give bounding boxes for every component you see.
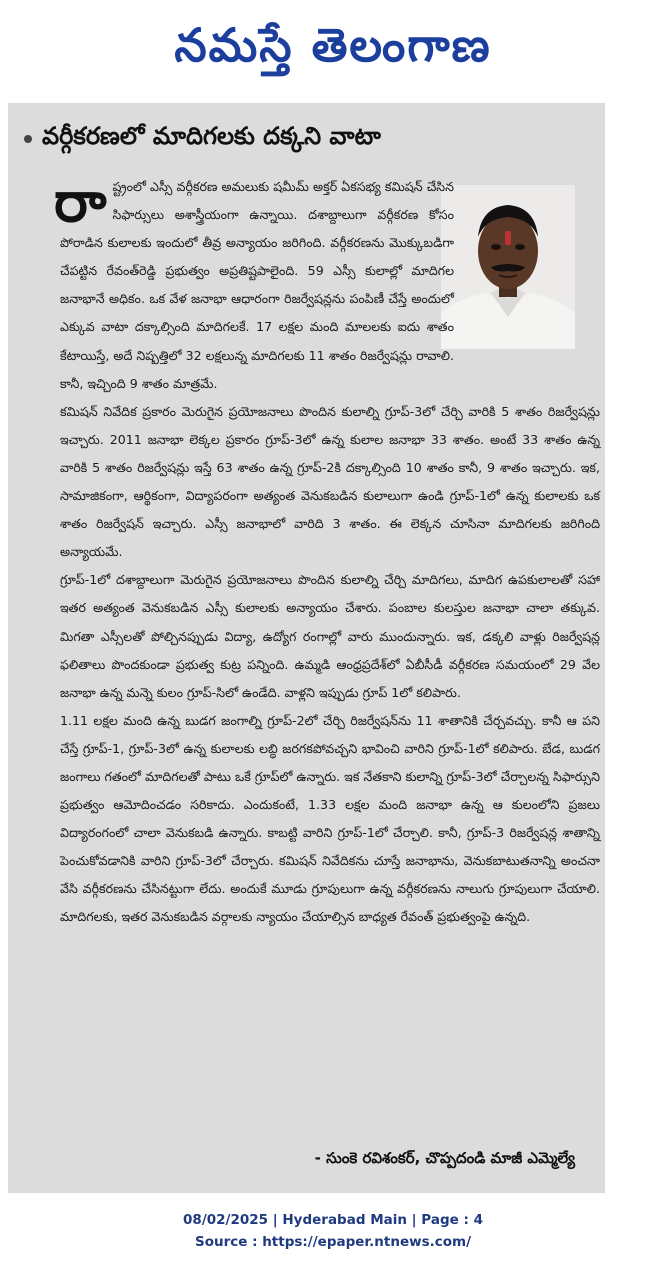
article-body	[54, 170, 600, 1173]
dropcap: రా	[54, 170, 107, 235]
paragraph-2: కమిషన్ నివేదిక ప్రకారం మెరుగైన ప్రయోజనాలు పొందిన కులాల్ని గ్రూప్-3లో చేర్చి వారికి 5 శాతం రిజర్వేషన్లు ఇచ్చారు. 2011 జనాభా లెక్కల ప్రకారం గ్రూప్-3లో ఉన్న కులాల జనాభా 33 శాతం. అంటే 33 శాతం ఉన్న వారికి 5 శాతం రిజర్వేషన్లు ఇస్తే 63 శాతం ఉన్న గ్రూప్-2కి దక్కాల్సింది 10 శాతం కానీ, 9 శాతం ఇచ్చారు. ఇక, సామాజికంగా, ఆర్థికంగా, విద్యాపరంగా అత్యంత వెనుకబడిన కులాలుగా ఉండి గ్రూప్-1లో ఉన్న కులాలకు ఒక శాతం రిజర్వేషన్ ఇచ్చారు. ఎస్సీ జనాభాలో వారిది 3 శాతం. ఈ లెక్కన చూసినా మాదిగలకు జరిగింది అన్యాయమే.	[60, 403, 600, 560]
paragraph-4: 1.11 లక్షల మంది ఉన్న బుడగ జంగాల్ని గ్రూప్-2లో చేర్చి రిజర్వేషన్‌ను 11 శాతానికి చేర్చవచ్చు. కానీ ఆ పని చేస్తే గ్రూప్-1, గ్రూప్-3లో ఉన్న కులాలకు లబ్ధి జరగకపోవచ్చని భావించి వారిని గ్రూప్-1లో కలిపారు. బేడ, బుడగ జంగాలు గతంలో మాదిగలతో పాటు ఒకే గ్రూప్‌లో ఉన్నారు. ఇక నేతకాని కులాన్ని గ్రూప్-3లో చేర్చాలన్న సిఫార్సుని ప్రభుత్వం ఆమోదించడం సరికాదు. ఎందుకంటే, 1.33 లక్షల మంది జనాభా ఉన్న ఆ కులంలోని ప్రజలు విద్యారంగంలో చాలా వెనుకబడి ఉన్నారు. కాబట్టి వారిని గ్రూప్-1లో చేర్చాలి. కానీ, గ్రూప్-3 రిజర్వేషన్ల శాతాన్ని పెంచుకోవడానికి వారిని గ్రూప్-3లో చేర్చారు. కమిషన్ నివేదికను చూస్తే జనాభాను, వెనుకబాటుతనాన్ని అంచనా వేసి వర్గీకరణను చేసినట్టుగా లేదు. అందుకే మూడు గ్రూపులుగా ఉన్న వర్గీకరణను నాలుగు గ్రూపులుగా చేయాలి. మాదిగలకు, ఇతర వెనుకబడిన వర్గాలకు న్యాయం చేయాల్సిన బాధ్యత రేవంత్ ప్రభుత్వంపై ఉన్నది.	[60, 712, 600, 925]
article-clipping	[8, 103, 605, 1193]
edition-info: 08/02/2025 | Hyderabad Main | Page : 4	[183, 1212, 483, 1228]
masthead	[0, 0, 666, 90]
headline	[24, 117, 594, 161]
paragraph-1-text: ష్ట్రంలో ఎస్సీ వర్గీకరణ అమలుకు షమీమ్ అక్తర్ ఏకసభ్య కమిషన్ చేసిన సిఫార్సులు అశాస్త్రీయంగా ఉన్నాయి. దశాబ్దాలుగా వర్గీకరణ కోసం పోరాడిన కులాలకు ఇందులో తీవ్ర అన్యాయం జరిగింది. వర్గీకరణను మొక్కుబడిగా చేపట్టిన రేవంత్‌రెడ్డి ప్రభుత్వం అప్రతిష్టపాలైంది. 59 ఎస్సీ కులాల్లో మాదిగల జనాభానే అధికం. ఒక వేళ జనాభా ఆధారంగా రిజర్వేషన్లను పంపిణీ చేస్తే అందులో ఎక్కువ వాటా దక్కాల్సింది మాదిగలకే. 17 లక్షల మంది మాలలకు ఐదు శాతం కేటాయిస్తే, అదే నిష్పత్తిలో 32 లక్షలున్న మాదిగలకు 11 శాతం రిజర్వేషన్లు రావాలి. కానీ, ఇచ్చింది 9 శాతం మాత్రమే.	[60, 179, 454, 391]
photo-spacer	[462, 173, 600, 343]
paragraph-1	[54, 170, 600, 398]
headline-text: వర్గీకరణలో మాదిగలకు దక్కని వాటా	[42, 122, 381, 150]
bullet-icon	[24, 135, 32, 143]
paragraph-3: గ్రూప్-1లో దశాబ్దాలుగా మెరుగైన ప్రయోజనాలు పొందిన కులాల్ని చేర్చి మాదిగలు, మాదిగ ఉపకులాలతో సహా ఇతర అత్యంత వెనుకబడిన ఎస్సీ కులాలకు అన్యాయం చేశారు. పంబాల కులస్తుల జనాభా చాలా తక్కువ. మిగతా ఎస్సీలతో పోల్చినప్పుడు విద్యా, ఉద్యోగ రంగాల్లో వారు ముందున్నారు. ఇక, డక్కలి వాళ్లు రిజర్వేషన్ల ఫలితాలు పొందకుండా ప్రభుత్వ కుట్ర పన్నింది. ఉమ్మడి ఆంధ్రప్రదేశ్‌లో ఏబీసీడీ వర్గీకరణ సమయంలో 29 వేల జనాభా ఉన్న మన్నె కులం గ్రూప్-సిలో ఉండేది. వాళ్లని ఇప్పుడు గ్రూప్ 1లో కలిపారు.	[60, 572, 600, 700]
source-link[interactable]: Source : https://epaper.ntnews.com/	[194, 1234, 472, 1250]
byline: - సుంకె రవిశంకర్, చొప్పదండి మాజీ ఎమ్మెల్యే	[314, 1149, 575, 1167]
footer	[0, 1209, 666, 1253]
masthead-title: నమస్తే తెలంగాణ	[174, 18, 492, 72]
